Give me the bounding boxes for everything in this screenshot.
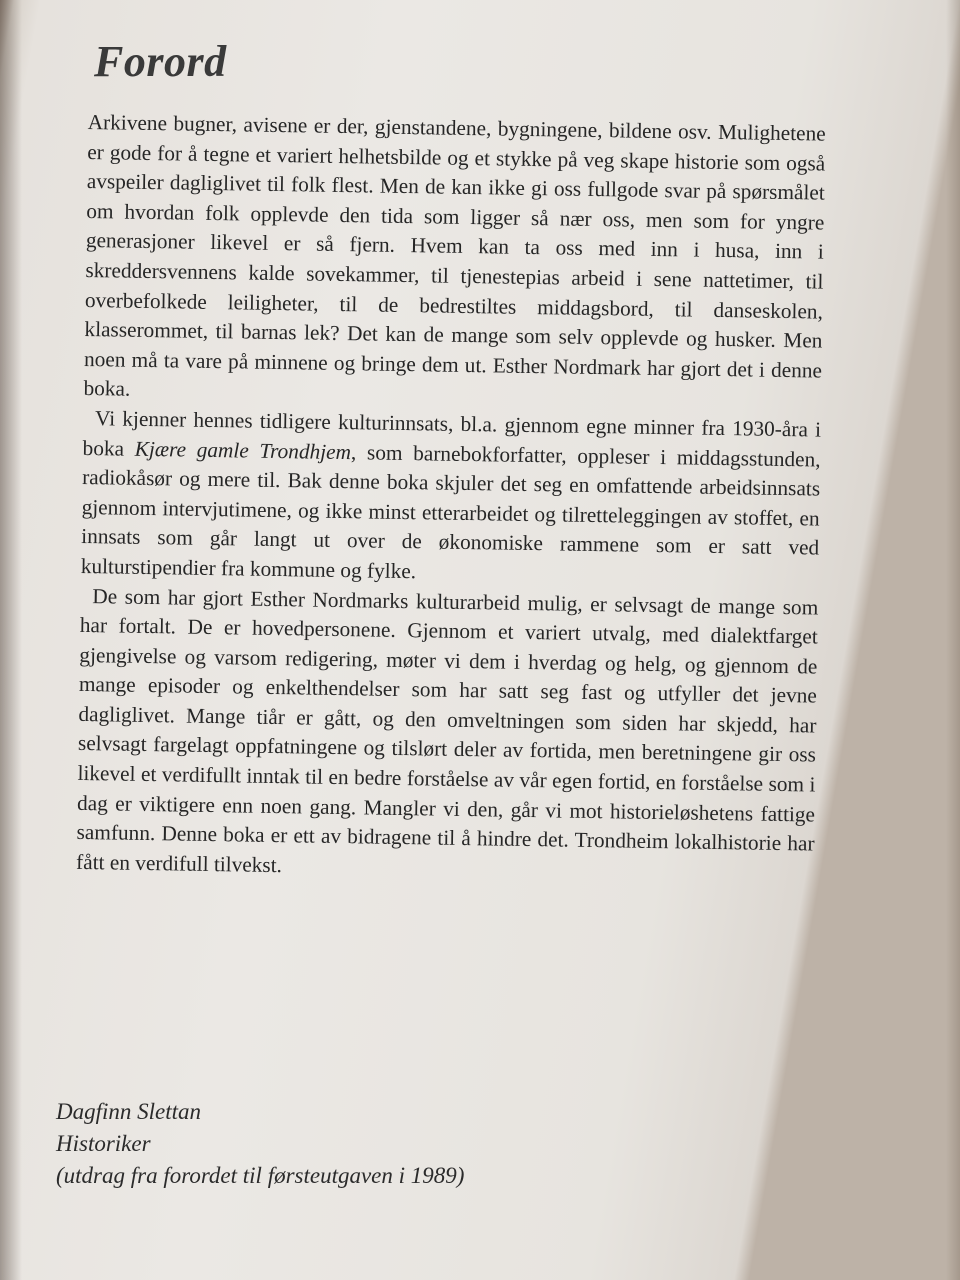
book-title-italic: Kjære gamle Trondhjem: [134, 436, 352, 464]
author-name: Dagfinn Slettan: [56, 1099, 202, 1124]
paragraph: [81, 404, 822, 593]
author-role: Historiker: [56, 1131, 151, 1156]
page-edge: [946, 0, 960, 1280]
paragraph-text: Vi kjenner hennes tidligere kulturinnsats, bl.a. gjennom egne minner fra 1930-åra i boka: [82, 406, 822, 461]
paragraph-text: , som barnebokforfatter, oppleser i middagsstunden, radiokåsør og mere til. Bak denne boka skjuler det seg en omfattende arbeidsinnsats gjennom intervjutimene, og ikke minst etterarbeidet og tilretteleggingen av stoffet, en innsats som går langt ut over de økonomiske rammene som er satt ved kulturstipendier fra kommune og fylke.: [80, 439, 821, 584]
page-title: Forord: [94, 37, 227, 86]
paragraph: [83, 108, 826, 415]
spine-shadow: [0, 0, 22, 1280]
excerpt-note: (utdrag fra forordet til førsteutgaven i 1989): [56, 1163, 465, 1188]
paragraph: [76, 581, 819, 888]
preface-body: [76, 108, 826, 889]
signature-block: [56, 1096, 464, 1192]
paragraph-text: De som har gjort Esther Nordmarks kulturarbeid mulig, er selvsagt de mange som har fortalt. De er hovedpersonene. Gjennom et variert utvalg, med dialektfarget gjengivelse og varsom redigering, møter vi dem i hverdag og helg, og gjennom de mange episoder og enkelthendelser som har satt seg fast og utfyller det jevne dagliglivet. Mange tiår er gått, og den omveltningen som siden har skjedd, har selvsagt fargelagt oppfatningene og tilslørt deler av fortida, men beretningene gir oss likevel et verdifullt inntak til en bedre forståelse av vår egen fortid, en forståelse som i dag er viktigere enn noen gang. Mangler vi den, går vi mot historieløshetens fattige samfunn. Denne boka er ett av bidragene til å hindre det. Trondheim lokalhistorie har fått en verdifull tilvekst.: [75, 583, 819, 877]
paragraph-text: Arkivene bugner, avisene er der, gjenstandene, bygningene, bildene osv. Mulighetene er gode for å tegne et variert helhetsbilde og et stykke på veg skape historie som også avspeiler dagliglivet til folk flest. Men de kan ikke gi oss fullgode svar på spørsmålet om hvordan folk opplevde den tida som ligger så nær oss, men som for yngre generasjoner likevel er så fjern. Hvem kan ta oss med inn i husa, inn i skreddersvennens kalde sovekammer, til tjenestepias arbeid i sene nattetimer, til overbefolkede leiligheter, til de bedrestiltes middagsbord, til danseskolen, klasserommet, til barnas lek? Det kan de mange som selv opplevde og husker. Men noen må ta vare på minnene og bringe dem ut. Esther Nordmark har gjort det i denne boka.: [83, 109, 826, 402]
